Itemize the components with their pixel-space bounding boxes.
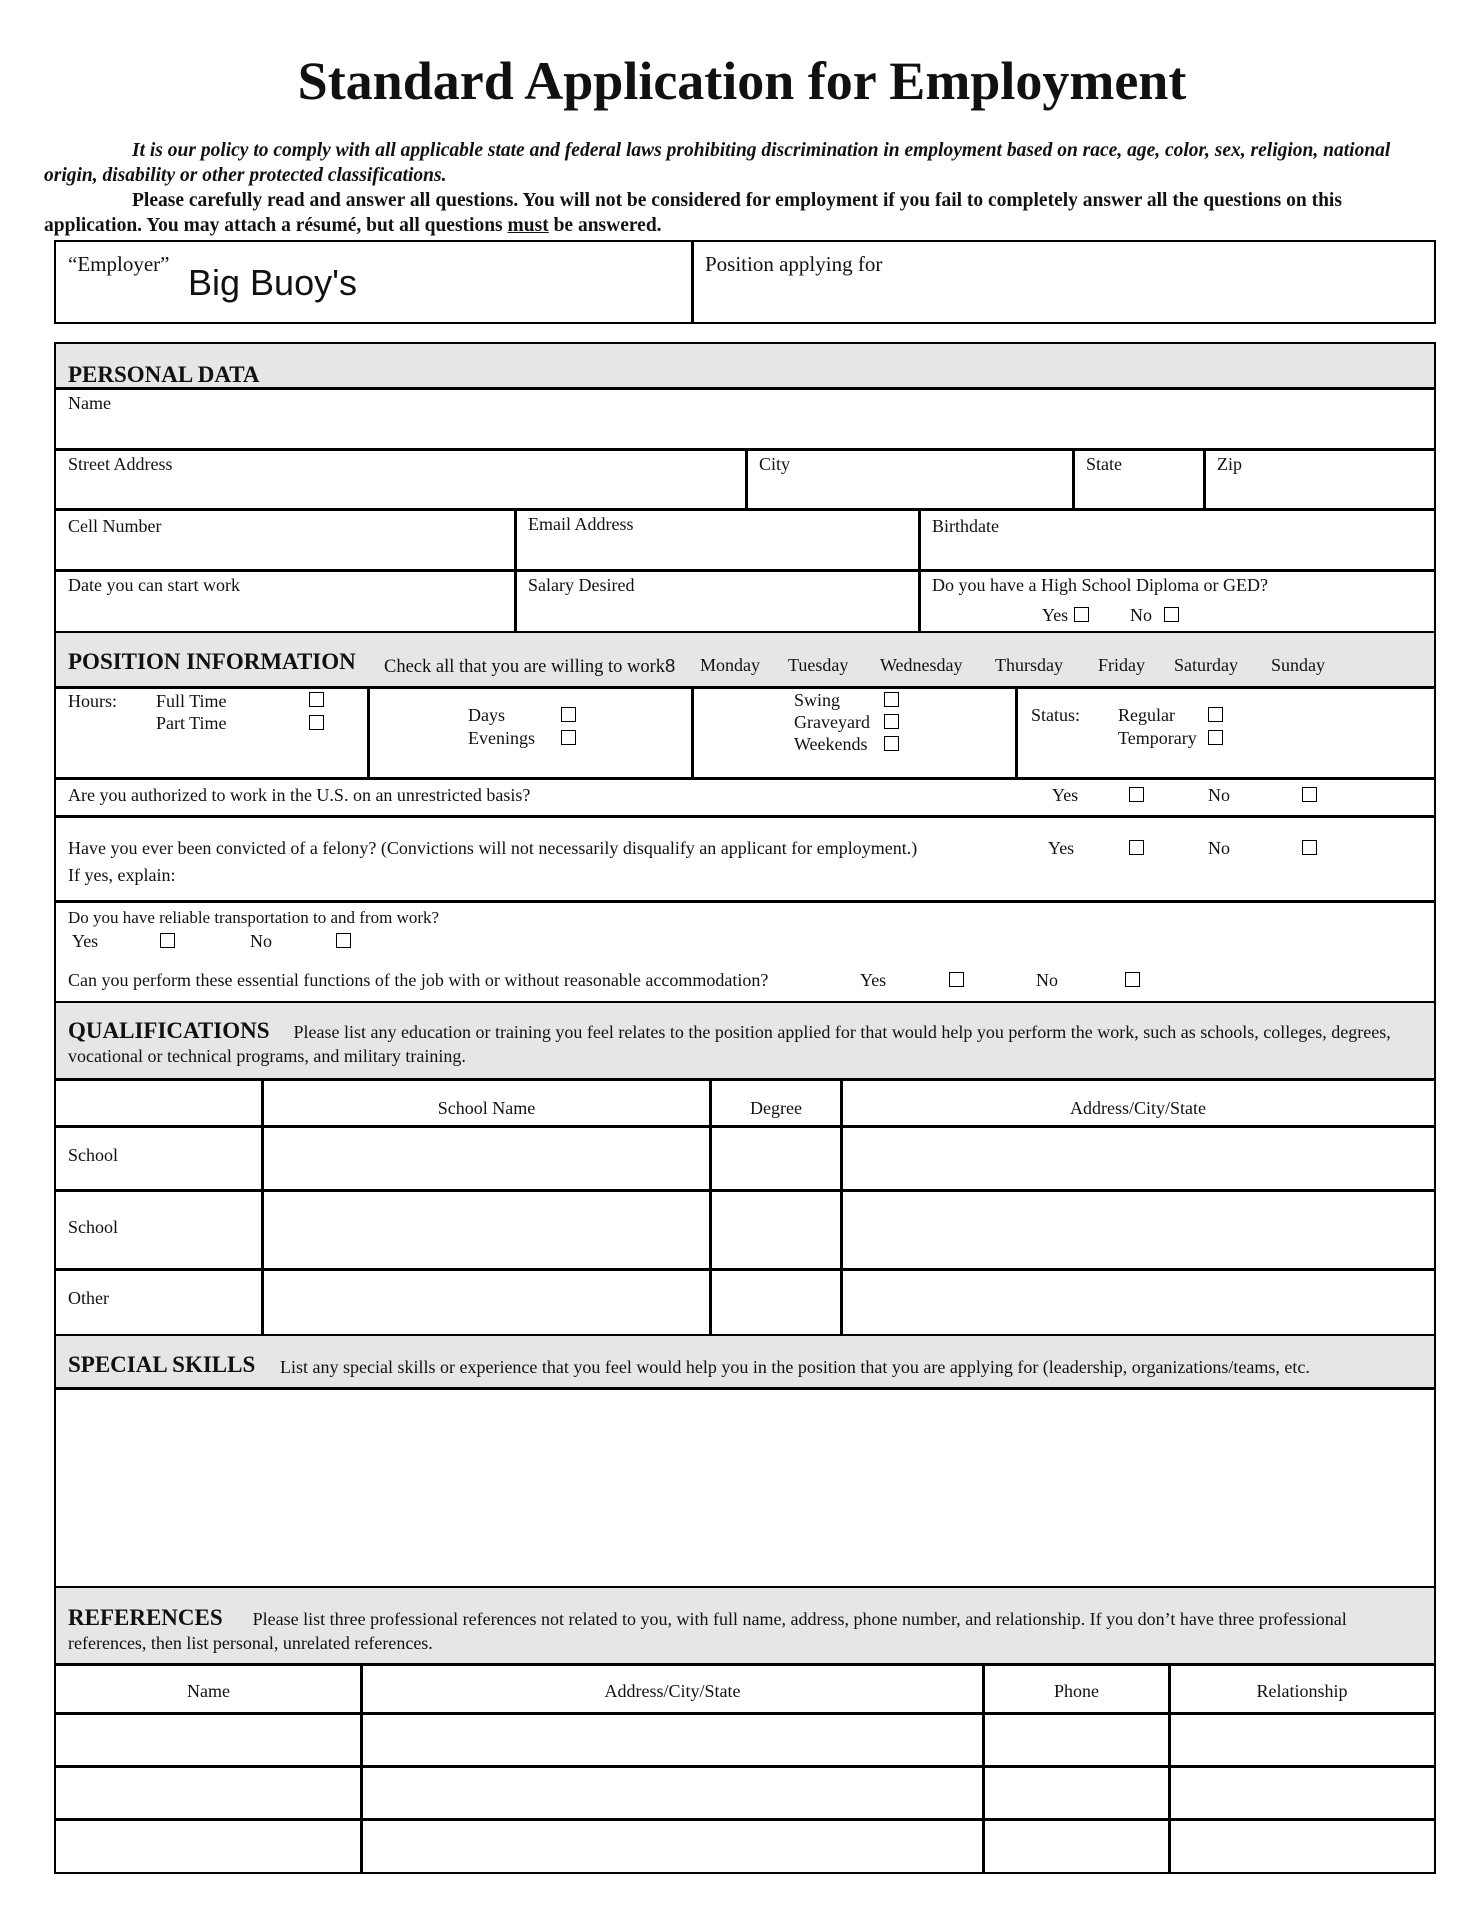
qual-row-3-degree[interactable] <box>709 1268 843 1337</box>
references-header <box>54 1586 1436 1666</box>
transport-no-label: No <box>250 931 272 951</box>
street-address-label: Street Address <box>68 454 173 474</box>
qual-row-3-address[interactable] <box>840 1268 1436 1337</box>
employer-field[interactable] <box>54 240 694 324</box>
diploma-no-checkbox[interactable] <box>1164 607 1179 622</box>
qual-col-address <box>840 1078 1436 1128</box>
authorized-yes-checkbox[interactable] <box>1129 787 1144 802</box>
ref-row-1-address[interactable] <box>360 1712 985 1768</box>
page-title: Standard Application for Employment <box>297 51 1187 111</box>
birthdate-label: Birthdate <box>932 516 999 536</box>
ref-col-phone <box>982 1663 1171 1715</box>
temporary-checkbox[interactable] <box>1208 730 1223 745</box>
position-applying-field[interactable] <box>691 240 1436 324</box>
transport-yes-label: Yes <box>72 931 99 951</box>
instructions-must: must <box>507 215 549 236</box>
shift-cell <box>367 686 694 780</box>
references-text: Please list three professional references not related to you, with full name, address, phone number, and relationship. If you don’t have three professional references, then list personal, unrelated references. <box>68 1609 1347 1653</box>
cell-number-label: Cell Number <box>68 516 162 536</box>
felony-no-checkbox[interactable] <box>1302 840 1317 855</box>
qual-col-school <box>261 1078 712 1128</box>
email-field[interactable] <box>514 508 921 572</box>
zip-field[interactable] <box>1203 448 1436 511</box>
qual-col-degree <box>709 1078 843 1128</box>
part-time-checkbox[interactable] <box>309 715 324 730</box>
special-skills-header <box>54 1334 1436 1390</box>
employer-label: “Employer” <box>68 252 170 276</box>
instructions-end: be answered. <box>548 215 662 236</box>
ref-row-3-phone[interactable] <box>982 1818 1171 1874</box>
days-label: Days <box>468 705 505 725</box>
felony-label: Have you ever been convicted of a felony? (Convictions will not necessarily disqualify an applicant for employment.) <box>68 838 918 858</box>
felony-yes-label: Yes <box>1048 838 1075 858</box>
qual-col-address-label: Address/City/State <box>1070 1098 1206 1118</box>
street-address-field[interactable] <box>54 448 748 511</box>
ref-row-1-name[interactable] <box>54 1712 363 1768</box>
ref-row-2-address[interactable] <box>360 1765 985 1821</box>
hours-label: Hours: <box>68 691 117 711</box>
functions-no-checkbox[interactable] <box>1125 972 1140 987</box>
evenings-label: Evenings <box>468 728 535 748</box>
swing-label: Swing <box>794 690 841 710</box>
transport-no-checkbox[interactable] <box>336 933 351 948</box>
felony-yes-checkbox[interactable] <box>1129 840 1144 855</box>
ref-row-1-phone[interactable] <box>982 1712 1171 1768</box>
city-label: City <box>759 454 791 474</box>
ref-row-3-address[interactable] <box>360 1818 985 1874</box>
ref-row-2-relationship[interactable] <box>1168 1765 1436 1821</box>
references-heading: REFERENCES <box>68 1605 223 1630</box>
salary-label: Salary Desired <box>528 575 635 595</box>
qual-row-label <box>54 1268 264 1337</box>
state-field[interactable] <box>1072 448 1206 511</box>
authorized-no-label: No <box>1208 785 1230 805</box>
special-skills-heading: SPECIAL SKILLS <box>68 1352 256 1377</box>
name-field[interactable] <box>54 387 1436 451</box>
ref-col-address-label: Address/City/State <box>604 1681 741 1701</box>
position-info-header <box>54 631 1436 689</box>
authorized-question <box>54 777 1436 818</box>
swing-checkbox[interactable] <box>884 692 899 707</box>
authorized-no-checkbox[interactable] <box>1302 787 1317 802</box>
hours-cell <box>54 686 370 780</box>
diploma-yes-label: Yes <box>1042 605 1069 625</box>
part-time-label: Part Time <box>156 713 227 733</box>
check-text: Check all that you are willing to work <box>384 657 666 677</box>
evenings-checkbox[interactable] <box>561 730 576 745</box>
ref-row-2-name[interactable] <box>54 1765 363 1821</box>
felony-no-label: No <box>1208 838 1230 858</box>
qual-col-school-label: School Name <box>437 1098 536 1118</box>
qual-col-degree-label: Degree <box>750 1098 802 1118</box>
salary-field[interactable] <box>514 569 921 634</box>
policy-statement <box>44 138 1444 188</box>
felony-explain-label: If yes, explain: <box>68 865 176 885</box>
full-time-checkbox[interactable] <box>309 692 324 707</box>
ref-row-1-relationship[interactable] <box>1168 1712 1436 1768</box>
ref-col-relationship-label: Relationship <box>1256 1681 1348 1701</box>
functions-no-label: No <box>1036 970 1058 990</box>
qual-row-3-label: Other <box>68 1288 109 1308</box>
employer-value: Big Buoy's <box>188 262 357 303</box>
qual-row-2-label: School <box>68 1217 119 1237</box>
regular-checkbox[interactable] <box>1208 707 1223 722</box>
email-label: Email Address <box>528 514 634 534</box>
qual-row-label <box>54 1125 264 1192</box>
status-cell <box>1015 686 1436 780</box>
transport-functions-question <box>54 900 1436 1004</box>
transport-label: Do you have reliable transportation to and from work? <box>68 908 440 927</box>
felony-question <box>54 815 1436 903</box>
day-tuesday: Tuesday <box>788 655 849 675</box>
qualifications-intro <box>68 1019 1423 1068</box>
ref-col-name-label: Name <box>187 1681 230 1701</box>
instructions <box>44 188 1444 238</box>
functions-yes-checkbox[interactable] <box>949 972 964 987</box>
state-label: State <box>1086 454 1122 474</box>
personal-data-heading: PERSONAL DATA <box>68 362 260 387</box>
extra-shift-cell <box>691 686 1018 780</box>
instructions-text: Please carefully read and answer all questions. You will not be considered for employment if you fail to completely answer all the questions on this application. You may attach a résumé, but all questions <box>44 190 1342 236</box>
personal-data-header <box>54 342 1436 390</box>
graveyard-checkbox[interactable] <box>884 714 899 729</box>
days-checkbox[interactable] <box>561 707 576 722</box>
zip-label: Zip <box>1217 454 1242 474</box>
functions-yes-label: Yes <box>860 970 887 990</box>
qual-row-2-school[interactable] <box>261 1189 712 1271</box>
diploma-question <box>918 569 1436 634</box>
start-date-label: Date you can start work <box>68 575 240 595</box>
name-label: Name <box>68 393 111 413</box>
qual-row-label <box>54 1189 264 1271</box>
day-sunday: Sunday <box>1271 655 1325 675</box>
temporary-label: Temporary <box>1118 728 1197 748</box>
day-monday: Monday <box>700 655 760 675</box>
ref-row-2-phone[interactable] <box>982 1765 1171 1821</box>
position-check-instruction <box>384 655 675 678</box>
day-wednesday: Wednesday <box>880 655 963 675</box>
birthdate-field[interactable] <box>918 508 1436 572</box>
special-skills-field[interactable] <box>54 1387 1436 1589</box>
status-label: Status: <box>1031 705 1081 725</box>
graveyard-label: Graveyard <box>794 712 870 732</box>
qualifications-heading: QUALIFICATIONS <box>68 1018 270 1043</box>
start-date-field[interactable] <box>54 569 517 634</box>
full-time-label: Full Time <box>156 691 227 711</box>
diploma-no-label: No <box>1130 605 1152 625</box>
ref-col-name <box>54 1663 363 1715</box>
authorized-label: Are you authorized to work in the U.S. on an unrestricted basis? <box>68 785 531 805</box>
weekends-checkbox[interactable] <box>884 736 899 751</box>
functions-label: Can you perform these essential functions of the job with or without reasonable accommodation? <box>68 970 769 990</box>
ref-row-3-relationship[interactable] <box>1168 1818 1436 1874</box>
authorized-yes-label: Yes <box>1052 785 1079 805</box>
policy-text: It is our policy to comply with all applicable state and federal laws prohibiting discrimination in employment based on race, age, color, sex, religion, national origin, disability or other protected classifications. <box>44 140 1391 186</box>
position-applying-label: Position applying for <box>705 252 883 276</box>
qual-row-2-degree[interactable] <box>709 1189 843 1271</box>
position-info-heading: POSITION INFORMATION <box>68 649 356 674</box>
qual-row-1-degree[interactable] <box>709 1125 843 1192</box>
references-intro <box>68 1606 1368 1655</box>
special-skills-text: List any special skills or experience that you feel would help you in the position that you are applying for (leadership, organizations/teams, etc. <box>280 1357 1310 1377</box>
transport-yes-checkbox[interactable] <box>160 933 175 948</box>
day-saturday: Saturday <box>1174 655 1238 675</box>
diploma-yes-checkbox[interactable] <box>1074 607 1089 622</box>
regular-label: Regular <box>1118 705 1175 725</box>
ref-col-address <box>360 1663 985 1715</box>
qualifications-header <box>54 1001 1436 1081</box>
ref-col-phone-label: Phone <box>1054 1681 1099 1701</box>
cell-number-field[interactable] <box>54 508 517 572</box>
qual-row-1-label: School <box>68 1145 119 1165</box>
qual-row-2-address[interactable] <box>840 1189 1436 1271</box>
weekends-label: Weekends <box>794 734 868 754</box>
city-field[interactable] <box>745 448 1075 511</box>
diploma-label: Do you have a High School Diploma or GED? <box>932 575 1268 595</box>
check-mark: 8 <box>665 655 676 676</box>
ref-row-3-name[interactable] <box>54 1818 363 1874</box>
ref-col-relationship <box>1168 1663 1436 1715</box>
qual-row-3-school[interactable] <box>261 1268 712 1337</box>
qualifications-text: Please list any education or training you feel relates to the position applied for that would help you perform the work, such as schools, colleges, degrees, vocational or technical programs, and military training. <box>68 1022 1391 1066</box>
day-friday: Friday <box>1098 655 1145 675</box>
qual-row-1-school[interactable] <box>261 1125 712 1192</box>
qual-row-1-address[interactable] <box>840 1125 1436 1192</box>
qual-header-blank <box>54 1078 264 1128</box>
day-thursday: Thursday <box>995 655 1063 675</box>
